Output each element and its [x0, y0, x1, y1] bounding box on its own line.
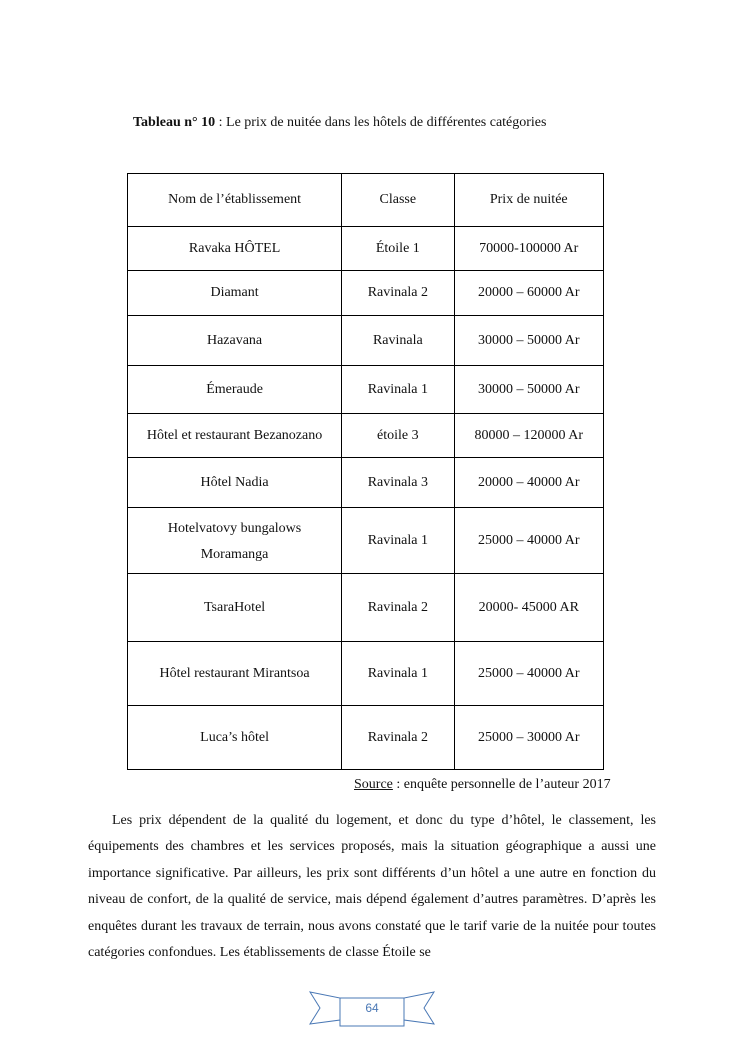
header-prix: Prix de nuitée: [454, 174, 604, 227]
cell-classe: Étoile 1: [342, 227, 454, 271]
table-header-row: [128, 174, 604, 227]
cell-classe: Ravinala 3: [342, 458, 454, 508]
cell-prix: 20000- 45000 AR: [454, 574, 604, 642]
cell-name: Hazavana: [128, 316, 342, 366]
cell-classe: Ravinala 1: [342, 642, 454, 706]
source-label: Source: [354, 777, 393, 792]
table-row: [128, 366, 604, 414]
header-classe: Classe: [342, 174, 454, 227]
table-row: [128, 458, 604, 508]
cell-name: [128, 508, 342, 574]
table-row: [128, 271, 604, 316]
cell-classe: Ravinala 2: [342, 574, 454, 642]
cell-classe: Ravinala 1: [342, 508, 454, 574]
cell-prix: 20000 – 40000 Ar: [454, 458, 604, 508]
cell-name: TsaraHotel: [128, 574, 342, 642]
cell-classe: Ravinala 1: [342, 366, 454, 414]
cell-prix: 25000 – 30000 Ar: [454, 706, 604, 770]
table-row: [128, 508, 604, 574]
cell-name-line2: Moramanga: [200, 547, 269, 562]
cell-prix: 20000 – 60000 Ar: [454, 271, 604, 316]
cell-name: Luca’s hôtel: [128, 706, 342, 770]
cell-name: Ravaka HÔTEL: [128, 227, 342, 271]
table-row: [128, 574, 604, 642]
source-text: : enquête personnelle de l’auteur 2017: [392, 777, 611, 792]
cell-prix: 80000 – 120000 Ar: [454, 414, 604, 458]
table-caption-text: : Le prix de nuitée dans les hôtels de différentes catégories: [215, 115, 547, 130]
cell-name: Diamant: [128, 271, 342, 316]
cell-prix: 25000 – 40000 Ar: [454, 508, 604, 574]
cell-name: Émeraude: [128, 366, 342, 414]
cell-classe: Ravinala 2: [342, 706, 454, 770]
header-name: Nom de l’établissement: [128, 174, 342, 227]
cell-prix: 30000 – 50000 Ar: [454, 366, 604, 414]
cell-name: Hôtel restaurant Mirantsoa: [128, 642, 342, 706]
cell-prix: 70000-100000 Ar: [454, 227, 604, 271]
cell-prix: 25000 – 40000 Ar: [454, 642, 604, 706]
table-row: [128, 642, 604, 706]
cell-name: Hôtel et restaurant Bezanozano: [128, 414, 342, 458]
table-caption: [133, 115, 546, 131]
table-row: [128, 227, 604, 271]
cell-prix: 30000 – 50000 Ar: [454, 316, 604, 366]
table-row: [128, 706, 604, 770]
table-source: [354, 777, 611, 793]
cell-name-line1: Hotelvatovy bungalows: [167, 521, 302, 536]
table-caption-label: Tableau n° 10: [133, 115, 216, 130]
table-row: [128, 316, 604, 366]
page-number: 64: [365, 1001, 379, 1015]
cell-name: Hôtel Nadia: [128, 458, 342, 508]
cell-classe: Ravinala: [342, 316, 454, 366]
cell-classe: étoile 3: [342, 414, 454, 458]
table-row: [128, 414, 604, 458]
hotel-price-table: [127, 173, 604, 770]
body-paragraph: Les prix dépendent de la qualité du logement, et donc du type d’hôtel, le classement, les équipements des chambres et les services proposés, mais la situation géographique a aussi une importance significative. Par ailleurs, les prix sont différents d’un hôtel a une autre en fonction du niveau de confort, de la qualité de service, mais dépend également d’autres paramètres. D’après les enquêtes durant les travaux de terrain, nous avons constaté que le tarif varie de la nuitée pour toutes catégories confondues. Les établissements de classe Étoile se: [88, 813, 656, 961]
cell-classe: Ravinala 2: [342, 271, 454, 316]
